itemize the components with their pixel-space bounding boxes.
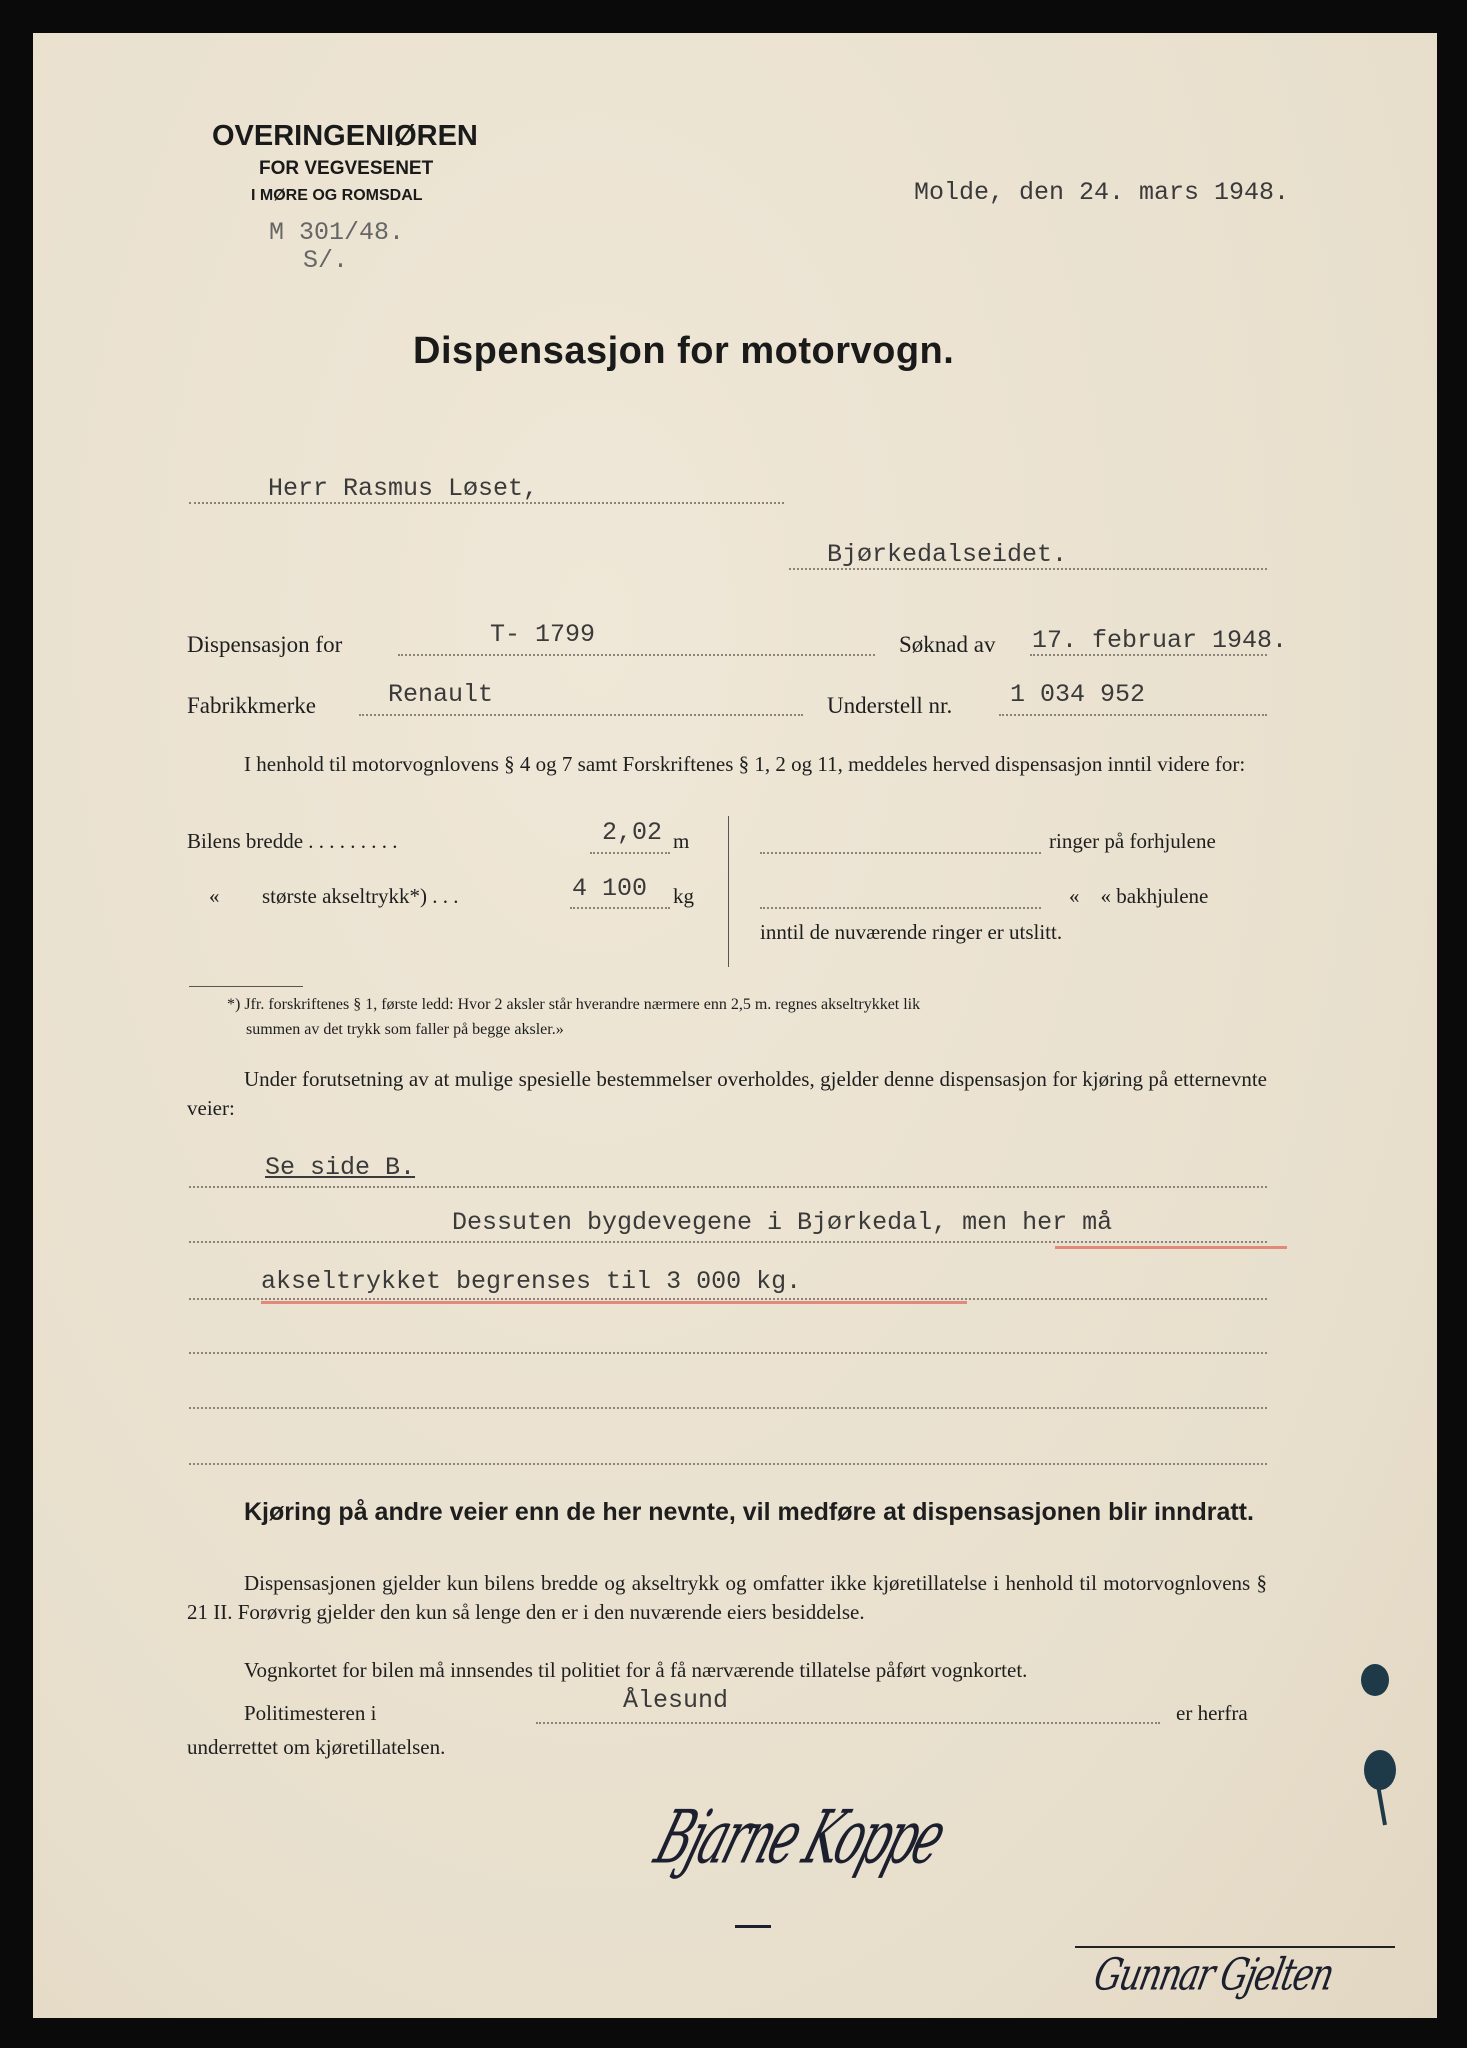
police-value: Ålesund	[623, 1686, 729, 1715]
dispensasjon-value: T- 1799	[490, 620, 596, 649]
road-dotted-5	[189, 1407, 1267, 1409]
fabrikkmerke-value: Renault	[388, 680, 494, 709]
bredde-line	[590, 852, 670, 854]
road-dotted-2	[189, 1241, 1267, 1243]
fabrikkmerke-label: Fabrikkmerke	[187, 693, 317, 718]
warning-text: Kjøring på andre veier enn de her nevnte, vil medføre at dispensasjonen blir inndratt.	[244, 1498, 1254, 1526]
footnote-rule	[189, 986, 303, 987]
road-dotted-3	[189, 1298, 1267, 1300]
police-line2: underrettet om kjøretillatelsen.	[187, 1735, 446, 1759]
intro-paragraph: I henhold til motorvognlovens § 4 og 7 samt Forskriftenes § 1, 2 og 11, meddeles herved dispensasjon inntil videre for:	[244, 752, 1246, 776]
letterhead-region: I MØRE OG ROMSDAL	[251, 187, 423, 204]
recipient-name: Herr Rasmus Løset,	[268, 474, 539, 503]
dispensasjon-line	[398, 654, 875, 656]
aksel-label: største akseltrykk*) . . .	[262, 884, 459, 908]
road-line-1: Se side B.	[265, 1153, 416, 1182]
ringer-note: inntil de nuværende ringer er utslitt.	[760, 920, 1063, 944]
forhjul-line	[760, 852, 1041, 854]
letterhead-title: OVERINGENIØREN	[212, 120, 478, 152]
soknad-label: Søknad av	[899, 632, 996, 657]
signature-secondary: Gunnar Gjelten	[1089, 1949, 1338, 2001]
place-date: Molde, den 24. mars 1948.	[914, 178, 1290, 207]
bredde-unit: m	[673, 829, 690, 853]
police-suffix: er herfra	[1176, 1701, 1248, 1725]
ink-blot	[1340, 1650, 1420, 1830]
ditto-mark: «	[209, 884, 220, 908]
road-dotted-1	[189, 1186, 1267, 1188]
column-divider	[728, 816, 729, 967]
conditions-paragraph: Under forutsetning av at mulige spesielle bestemmelser overholdes, gjelder denne dispensasjon for kjøring på etternevnte veier:	[187, 1067, 1267, 1120]
place-line	[789, 568, 1267, 570]
aksel-line	[570, 907, 670, 909]
bredde-value: 2,02	[602, 818, 663, 847]
road-dotted-6	[189, 1463, 1267, 1465]
forhjul-label: ringer på forhjulene	[1049, 829, 1216, 853]
police-label: Politimesteren i	[244, 1701, 377, 1725]
police-line	[536, 1722, 1160, 1724]
reference-number: M 301/48.	[269, 218, 405, 247]
fabrikkmerke-line	[359, 714, 803, 716]
aksel-value: 4 100	[572, 874, 648, 903]
understell-line	[999, 714, 1267, 716]
dispensasjon-label: Dispensasjon for	[187, 632, 343, 657]
recipient-place: Bjørkedalseidet.	[827, 540, 1068, 569]
road-line-2: Dessuten bygdevegene i Bjørkedal, men her må	[452, 1208, 1113, 1237]
signature-rule	[1075, 1946, 1395, 1948]
page-title: Dispensasjon for motorvogn.	[413, 330, 955, 372]
footnote-line2: summen av det trykk som faller på begge aksler.»	[246, 1021, 564, 1038]
understell-label: Understell nr.	[827, 693, 953, 718]
signature-underline	[735, 1925, 771, 1928]
reference-initials: S/.	[303, 246, 349, 275]
bredde-label: Bilens bredde . . . . . . . . .	[187, 829, 398, 853]
footnote-line1: *) Jfr. forskriftenes § 1, første ledd: Hvor 2 aksler står hverandre nærmere enn 2,5 m. regnes akseltrykket lik	[227, 996, 921, 1013]
bakhjul-label: « « bakhjulene	[1069, 884, 1209, 908]
road-line-3: akseltrykket begrenses til 3 000 kg.	[261, 1267, 802, 1296]
vognkort-paragraph: Vognkortet for bilen må innsendes til politiet for å få nærværende tillatelse påført vognkortet.	[244, 1658, 1028, 1682]
aksel-unit: kg	[673, 884, 694, 908]
road-dotted-4	[189, 1352, 1267, 1354]
red-underline	[1055, 1246, 1287, 1249]
terms-paragraph: Dispensasjonen gjelder kun bilens bredde og akseltrykk og omfatter ikke kjøretillatelse i henhold til motorvognlovens § 21 II. Forøvrig gjelder den kun så lenge den er i den nuværende eiers besiddelse.	[187, 1571, 1267, 1624]
signature-main: Bjarne Koppe	[645, 1793, 954, 1881]
letterhead-subtitle: FOR VEGVESENET	[259, 158, 434, 179]
bakhjul-line	[760, 907, 1041, 909]
understell-value: 1 034 952	[1010, 680, 1146, 709]
recipient-line	[189, 502, 784, 504]
soknad-value: 17. februar 1948.	[1032, 626, 1288, 655]
red-underline	[261, 1301, 967, 1304]
